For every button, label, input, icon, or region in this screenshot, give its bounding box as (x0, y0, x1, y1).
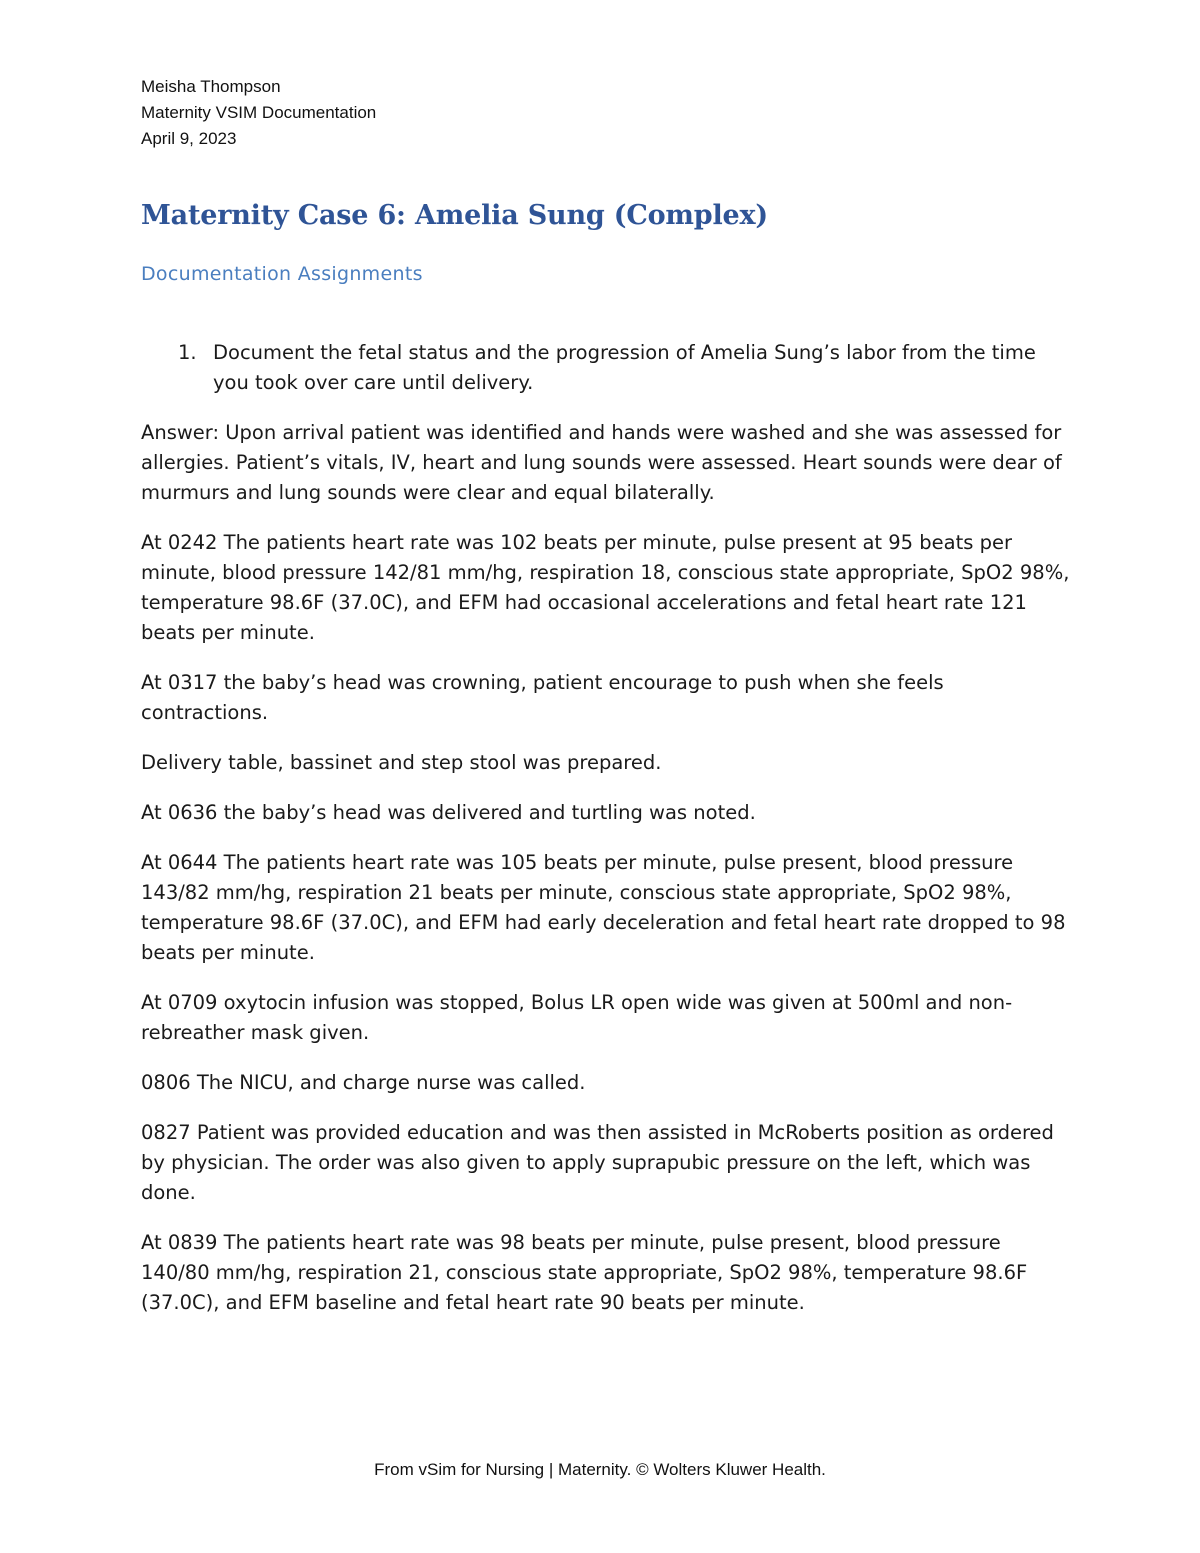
answer-body (141, 418, 1071, 1338)
vitals-0242-paragraph: At 0242 The patients heart rate was 102 beats per minute, pulse present at 95 beats per minute, blood pressure 142/81 mm/hg, respiration 18, conscious state appropriate, SpO2 98%, temperature 98.6F (37.0C), and EFM had occasional accelerations and fetal heart rate 121 beats per minute. (141, 531, 1070, 644)
turtling-0636-paragraph: At 0636 the baby’s head was delivered and turtling was noted. (141, 801, 756, 824)
section-heading: Documentation Assignments (141, 263, 423, 285)
vitals-0644-paragraph: At 0644 The patients heart rate was 105 beats per minute, pulse present, blood pressure 143/82 mm/hg, respiration 21 beats per minute, conscious state appropriate, SpO2 98%, temperature 98.6F (37.0C), and EFM had early deceleration and fetal heart rate dropped to 98 beats per minute. (141, 851, 1066, 964)
author-name: Meisha Thompson (141, 77, 281, 96)
page-footer: From vSim for Nursing | Maternity. © Wolters Kluwer Health. (374, 1460, 826, 1479)
answer-paragraph: Answer: Upon arrival patient was identified and hands were washed and she was assessed for allergies. Patient’s vitals, IV, heart and lung sounds were assessed. Heart sounds were dear of murmurs and lung sounds were clear and equal bilaterally. (141, 421, 1062, 504)
delivery-prep-paragraph: Delivery table, bassinet and step stool was prepared. (141, 751, 662, 774)
course-title: Maternity VSIM Documentation (141, 103, 377, 122)
document-header (141, 74, 376, 152)
document-date: April 9, 2023 (141, 129, 237, 148)
nicu-0806-paragraph: 0806 The NICU, and charge nurse was called. (141, 1071, 586, 1094)
question-text: Document the fetal status and the progression of Amelia Sung’s labor from the time you took over care until delivery. (213, 341, 1036, 394)
crowning-0317-paragraph: At 0317 the baby’s head was crowning, patient encourage to push when she feels contractions. (141, 671, 944, 724)
case-title: Maternity Case 6: Amelia Sung (Complex) (141, 200, 768, 231)
question-number: 1. (178, 341, 197, 364)
question-item (178, 338, 1058, 398)
vitals-0839-paragraph: At 0839 The patients heart rate was 98 beats per minute, pulse present, blood pressure 140/80 mm/hg, respiration 21, conscious state appropriate, SpO2 98%, temperature 98.6F (37.0C), and EFM baseline and fetal heart rate 90 beats per minute. (141, 1231, 1028, 1314)
mcroberts-0827-paragraph: 0827 Patient was provided education and was then assisted in McRoberts position as ordered by physician. The order was also given to apply suprapubic pressure on the left, which was done. (141, 1121, 1054, 1204)
oxytocin-0709-paragraph: At 0709 oxytocin infusion was stopped, Bolus LR open wide was given at 500ml and non- rebreather mask given. (141, 991, 1013, 1044)
